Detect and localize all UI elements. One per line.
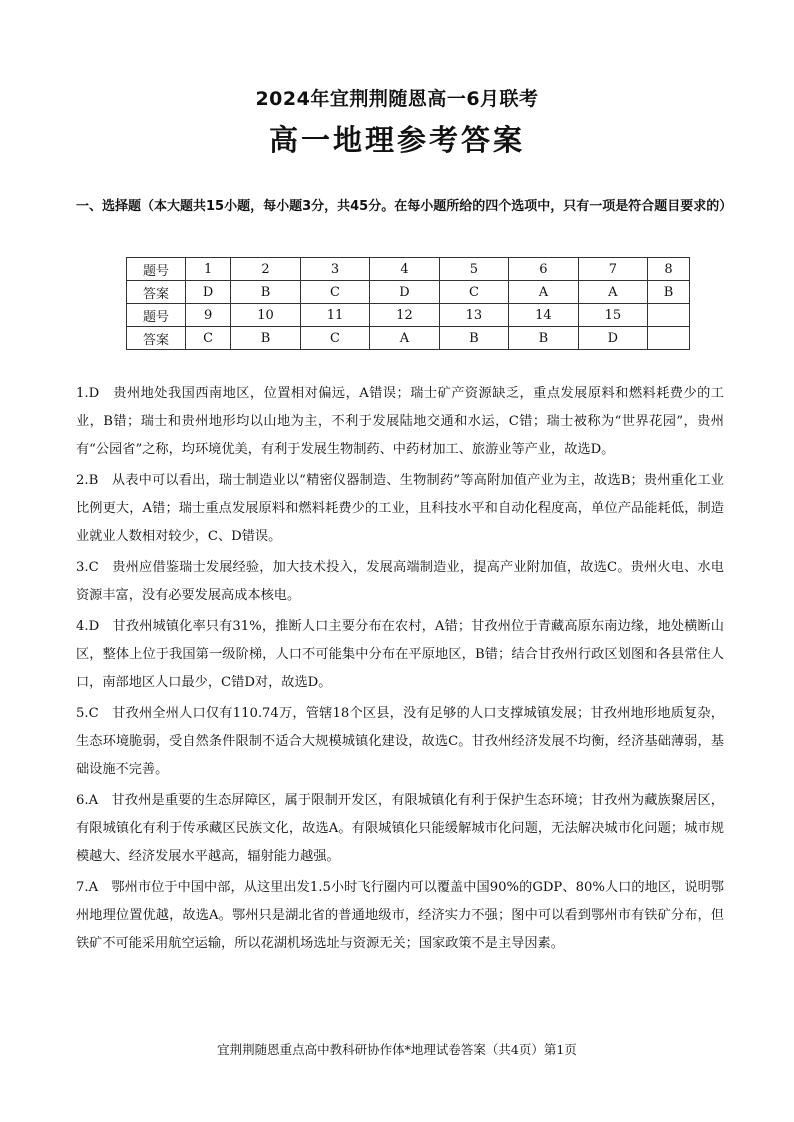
table-row xyxy=(127,281,690,304)
table-cell: 5 xyxy=(439,258,508,281)
table-cell: 3 xyxy=(300,258,369,281)
table-cell: B xyxy=(231,327,300,350)
explanation-item: 7.A 鄂州市位于中国中部，从这里出发1.5小时飞行圈内可以覆盖中国90%的GDP、80%人口的地区，说明鄂州地理位置优越，故选A。鄂州只是湖北省的普通地级市，经济实力不强；图中可以看到鄂州市有铁矿分布，但铁矿不可能采用航空运输，所以花湖机场选址与资源无关；国家政策不是主导因素。 xyxy=(76,880,724,951)
page-title: 高一地理参考答案 xyxy=(268,123,525,157)
table-cell: C xyxy=(439,281,508,304)
table-cell: C xyxy=(186,327,231,350)
explanation-item: 1.D 贵州地处我国西南地区，位置相对偏远，A错误；瑞士矿产资源缺乏，重点发展原料和燃料耗费少的工业，B错；瑞士和贵州地形均以山地为主，不利于发展陆地交通和水运，C错；瑞士被称为“世界花园”，贵州有“公园省”之称，均环境优美，有利于发展生物制药、中药材加工、旅游业等产业，故选D。 xyxy=(76,386,724,457)
section-heading: 一、选择题（本大题共15小题，每小题3分，共45分。在每小题所给的四个选项中，只有一项是符合题目要求的） xyxy=(76,199,733,214)
table-cell: B xyxy=(231,281,300,304)
table-cell: 11 xyxy=(300,304,369,327)
table-cell: 答案 xyxy=(127,281,186,304)
table-cell: 2 xyxy=(231,258,300,281)
explanation-item: 2.B 从表中可以看出，瑞士制造业以“精密仪器制造、生物制药”等高附加值产业为主，故选B；贵州重化工业比例更大，A错；瑞士重点发展原料和燃料耗费少的工业，且科技水平和自动化程度高，单位产品能耗低，制造业就业人数相对较少，C、D错误。 xyxy=(76,473,724,544)
table-cell: 答案 xyxy=(127,327,186,350)
table-cell: D xyxy=(186,281,231,304)
table-cell: 题号 xyxy=(127,258,186,281)
table-cell: 9 xyxy=(186,304,231,327)
table-row xyxy=(127,304,690,327)
table-cell: 15 xyxy=(578,304,647,327)
table-cell xyxy=(648,327,690,350)
explanation-item: 6.A 甘孜州是重要的生态屏障区，属于限制开发区，有限城镇化有利于保护生态环境；甘孜州为藏族聚居区，有限城镇化有利于传承藏区民族文化，故选A。有限城镇化只能缓解城市化问题，无法解决城市化问题；城市规模越大、经济发展水平越高，辐射能力越强。 xyxy=(76,793,724,864)
table-cell: 13 xyxy=(439,304,508,327)
table-cell: A xyxy=(509,281,578,304)
table-cell: 6 xyxy=(509,258,578,281)
table-cell: 8 xyxy=(648,258,690,281)
explanation-item: 5.C 甘孜州全州人口仅有110.74万，管辖18个区县，没有足够的人口支撑城镇发展；甘孜州地形地质复杂，生态环境脆弱，受自然条件限制不适合大规模城镇化建设，故选C。甘孜州经济发展不均衡，经济基础薄弱，基础设施不完善。 xyxy=(76,706,724,777)
table-row xyxy=(127,258,690,281)
table-cell: A xyxy=(578,281,647,304)
table-cell: 4 xyxy=(370,258,439,281)
table-cell: D xyxy=(578,327,647,350)
table-cell: 12 xyxy=(370,304,439,327)
table-cell: D xyxy=(370,281,439,304)
exam-subtitle: 2024年宜荆荆随恩高一6月联考 xyxy=(255,88,539,110)
explanation-item: 4.D 甘孜州城镇化率只有31%，推断人口主要分布在农村，A错；甘孜州位于青藏高原东南边缘，地处横断山区，整体上位于我国第一级阶梯，人口不可能集中分布在平原地区，B错；结合甘孜州行政区划图和各县常住人口，南部地区人口最少，C错D对，故选D。 xyxy=(76,619,724,690)
table-cell: A xyxy=(370,327,439,350)
explanation-item: 3.C 贵州应借鉴瑞士发展经验，加大技术投入，发展高端制造业，提高产业附加值，故选C。贵州火电、水电资源丰富，没有必要发展高成本核电。 xyxy=(76,560,724,603)
answer-table xyxy=(126,257,690,350)
table-cell: 1 xyxy=(186,258,231,281)
table-cell: C xyxy=(300,281,369,304)
table-cell: 14 xyxy=(509,304,578,327)
table-cell: 7 xyxy=(578,258,647,281)
page-footer: 宜荆荆随恩重点高中教科研协作体*地理试卷答案（共4页）第1页 xyxy=(217,1042,577,1057)
table-cell: 10 xyxy=(231,304,300,327)
table-cell: 题号 xyxy=(127,304,186,327)
table-cell xyxy=(648,304,690,327)
explanations xyxy=(76,380,724,961)
table-row xyxy=(127,327,690,350)
table-cell: B xyxy=(439,327,508,350)
table-cell: C xyxy=(300,327,369,350)
table-cell: B xyxy=(509,327,578,350)
table-cell: B xyxy=(648,281,690,304)
